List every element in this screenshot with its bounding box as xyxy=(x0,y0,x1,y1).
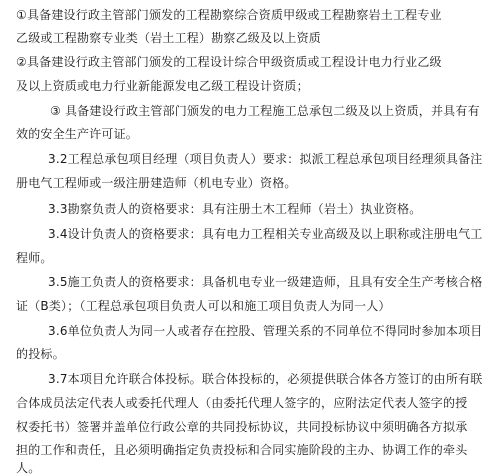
text-line-7: 3.2工程总承包项目经理（项目负责人）要求：拟派工程总承包项目经理须具备注 xyxy=(48,152,483,166)
text-line-14: 3.6单位负责人为同一人或者存在控股、管理关系的不同单位不得同时参加本项目 xyxy=(48,324,483,338)
text-line-11: 程师。 xyxy=(16,251,53,265)
text-line-6: 效的安全生产许可证。 xyxy=(16,127,139,141)
text-line-5: ③ 具备建设行政主管部门颁发的电力工程施工总承包二级及以上资质，并具有有 xyxy=(50,104,480,118)
text-line-8: 册电气工程师或一级注册建造师（机电专业）资格。 xyxy=(16,176,297,190)
text-line-10: 3.4设计负责人的资格要求：具有电力工程相关专业高级及以上职称或注册电气工 xyxy=(48,227,483,241)
text-line-17: 合体成员法定代表人或委托代理人（由委托代理人签字的，应附法定代表人签字的授 xyxy=(16,396,468,410)
text-line-18: 权委托书）签署并盖单位行政公章的共同投标协议，共同投标协议中须明确各方拟承 xyxy=(16,420,468,434)
text-line-13: 证（B类）；（工程总承包项目负责人可以和施工项目负责人为同一人） xyxy=(16,299,391,313)
text-line-3: ②具备建设行政主管部门颁发的工程设计综合甲级资质或工程设计电力行业乙级 xyxy=(16,55,442,69)
text-line-16: 3.7本项目允许联合体投标。联合体投标的，必须提供联合体各方签订的由所有联 xyxy=(48,372,483,386)
text-line-2: 乙级或工程勘察专业类（岩土工程）勘察乙级及以上资质 xyxy=(16,31,322,45)
text-line-9: 3.3勘察负责人的资格要求：具有注册土木工程师（岩土）执业资格。 xyxy=(48,202,422,216)
text-line-12: 3.5施工负责人的资格要求：具备机电专业一级建造师，且具有安全生产考核合格 xyxy=(48,275,483,289)
text-line-4: 及以上资质或电力行业新能源发电乙级工程设计资质； xyxy=(16,79,309,93)
text-line-15: 的投标。 xyxy=(16,347,65,361)
text-line-19: 担的工作和责任，且必须明确指定负责投标和合同实施阶段的主办、协调工作的牵头 xyxy=(16,443,468,457)
text-line-20: 人。 xyxy=(16,461,41,475)
text-line-1: ①具备建设行政主管部门颁发的工程勘察综合资质甲级或工程勘察岩土工程专业 xyxy=(16,8,442,22)
